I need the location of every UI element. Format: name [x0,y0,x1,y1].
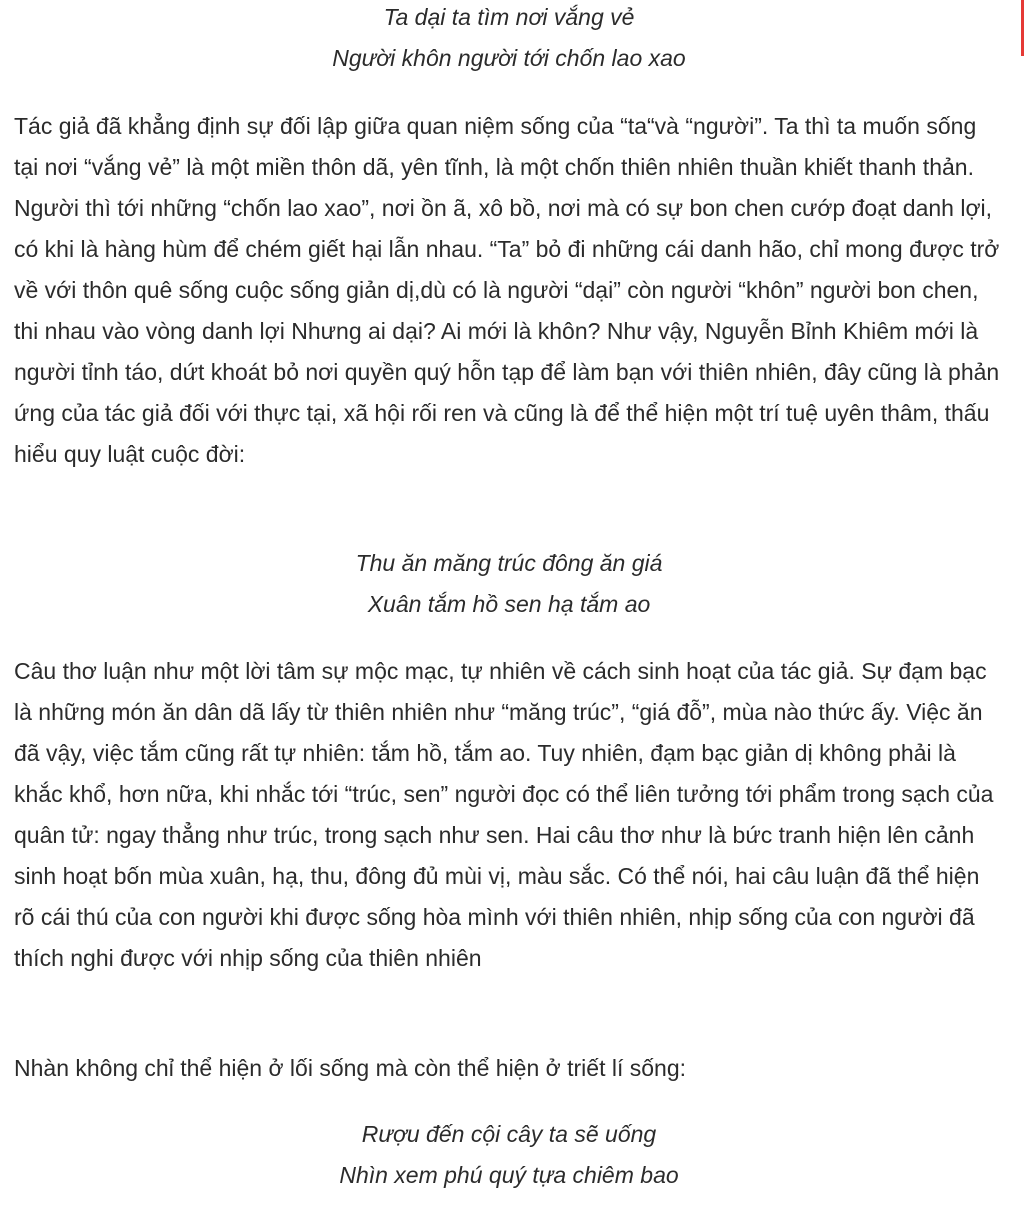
verse-line: Nhìn xem phú quý tựa chiêm bao [339,1162,679,1188]
verse-line: Thu ăn măng trúc đông ăn giá [355,550,663,576]
poem-verse-1 [14,0,1004,79]
verse-line: Xuân tắm hồ sen hạ tắm ao [367,591,651,617]
verse-line: Rượu đến cội cây ta sẽ uống [361,1121,657,1147]
analysis-paragraph-3: Nhàn không chỉ thể hiện ở lối sống mà còn thể hiện ở triết lí sống: [14,1055,687,1081]
verse-line: Ta dại ta tìm nơi vắng vẻ [383,4,635,30]
verse-line: Người khôn người tới chốn lao xao [332,45,686,71]
analysis-paragraph-1: Tác giả đã khẳng định sự đối lập giữa quan niệm sống của “ta“và “người”. Ta thì ta muốn sống tại nơi “vắng vẻ” là một miền thôn dã, yên tĩnh, là một chốn thiên nhiên thuần khiết thanh thản. Người thì tới những “chốn lao xao”, nơi ồn ã, xô bồ, nơi mà có sự bon chen cướp đoạt danh lợi, có khi là hàng hùm để chém giết hại lẫn nhau. “Ta” bỏ đi những cái danh hão, chỉ mong được trở về với thôn quê sống cuộc sống giản dị,dù có là người “dại” còn người “khôn” người bon chen, thi nhau vào vòng danh lợi Nhưng ai dại? Ai mới là khôn? Như vậy, Nguyễn Bỉnh Khiêm mới là người tỉnh táo, dứt khoát bỏ nơi quyền quý hỗn tạp để làm bạn với thiên nhiên, đây cũng là phản ứng của tác giả đối với thực tại, xã hội rối ren và cũng là để thể hiện một trí tuệ uyên thâm, thấu hiểu quy luật cuộc đời: [14,113,1000,467]
poem-verse-2 [14,543,1004,625]
analysis-paragraph-2: Câu thơ luận như một lời tâm sự mộc mạc, tự nhiên về cách sinh hoạt của tác giả. Sự đạm bạc là những món ăn dân dã lấy từ thiên nhiên như “măng trúc”, “giá đỗ”, mùa nào thức ấy. Việc ăn đã vậy, việc tắm cũng rất tự nhiên: tắm hồ, tắm ao. Tuy nhiên, đạm bạc giản dị không phải là khắc khổ, hơn nữa, khi nhắc tới “trúc, sen” người đọc có thể liên tưởng tới phẩm trong sạch của quân tử: ngay thẳng như trúc, trong sạch như sen. Hai câu thơ như là bức tranh hiện lên cảnh sinh hoạt bốn mùa xuân, hạ, thu, đông đủ mùi vị, màu sắc. Có thể nói, hai câu luận đã thể hiện rõ cái thú của con người khi được sống hòa mình với thiên nhiên, nhịp sống của con người đã thích nghi được với nhịp sống của thiên nhiên [14,658,994,971]
poem-verse-3 [14,1114,1004,1196]
